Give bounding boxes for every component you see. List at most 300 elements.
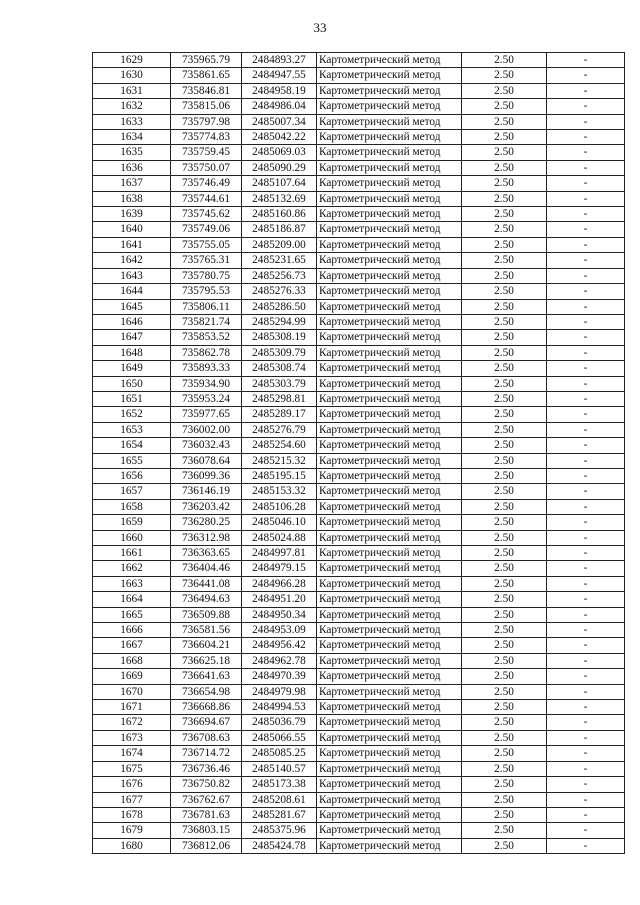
note-cell: -: [547, 576, 625, 591]
x-coordinate-cell: 735750.07: [171, 160, 242, 175]
y-coordinate-cell: 2484962.78: [242, 653, 317, 668]
point-number-cell: 1655: [93, 453, 171, 468]
accuracy-cell: 2.50: [462, 515, 547, 530]
method-cell: Картометрический метод: [317, 468, 462, 483]
point-number-cell: 1661: [93, 546, 171, 561]
x-coordinate-cell: 736781.63: [171, 807, 242, 822]
point-number-cell: 1666: [93, 623, 171, 638]
method-cell: Картометрический метод: [317, 207, 462, 222]
accuracy-cell: 2.50: [462, 499, 547, 514]
note-cell: -: [547, 515, 625, 530]
y-coordinate-cell: 2485007.34: [242, 114, 317, 129]
y-coordinate-cell: 2485069.03: [242, 145, 317, 160]
table-row: [93, 407, 625, 422]
x-coordinate-cell: 736099.36: [171, 468, 242, 483]
note-cell: -: [547, 130, 625, 145]
accuracy-cell: 2.50: [462, 468, 547, 483]
table-row: [93, 438, 625, 453]
x-coordinate-cell: 736494.63: [171, 592, 242, 607]
point-number-cell: 1652: [93, 407, 171, 422]
method-cell: Картометрический метод: [317, 653, 462, 668]
method-cell: Картометрический метод: [317, 68, 462, 83]
point-number-cell: 1679: [93, 823, 171, 838]
note-cell: -: [547, 330, 625, 345]
accuracy-cell: 2.50: [462, 160, 547, 175]
table-row: [93, 330, 625, 345]
accuracy-cell: 2.50: [462, 576, 547, 591]
x-coordinate-cell: 736581.56: [171, 623, 242, 638]
point-number-cell: 1640: [93, 222, 171, 237]
accuracy-cell: 2.50: [462, 407, 547, 422]
x-coordinate-cell: 735815.06: [171, 99, 242, 114]
method-cell: Картометрический метод: [317, 623, 462, 638]
accuracy-cell: 2.50: [462, 53, 547, 68]
y-coordinate-cell: 2485046.10: [242, 515, 317, 530]
note-cell: -: [547, 284, 625, 299]
y-coordinate-cell: 2485208.61: [242, 792, 317, 807]
point-number-cell: 1663: [93, 576, 171, 591]
accuracy-cell: 2.50: [462, 592, 547, 607]
x-coordinate-cell: 736641.63: [171, 669, 242, 684]
y-coordinate-cell: 2485140.57: [242, 761, 317, 776]
table-row: [93, 314, 625, 329]
accuracy-cell: 2.50: [462, 176, 547, 191]
note-cell: -: [547, 792, 625, 807]
x-coordinate-cell: 736363.65: [171, 546, 242, 561]
point-number-cell: 1660: [93, 530, 171, 545]
method-cell: Картометрический метод: [317, 530, 462, 545]
method-cell: Картометрический метод: [317, 438, 462, 453]
accuracy-cell: 2.50: [462, 253, 547, 268]
x-coordinate-cell: 735934.90: [171, 376, 242, 391]
table-row: [93, 700, 625, 715]
note-cell: -: [547, 730, 625, 745]
x-coordinate-cell: 736441.08: [171, 576, 242, 591]
y-coordinate-cell: 2485286.50: [242, 299, 317, 314]
accuracy-cell: 2.50: [462, 83, 547, 98]
y-coordinate-cell: 2485066.55: [242, 730, 317, 745]
accuracy-cell: 2.50: [462, 700, 547, 715]
table-row: [93, 53, 625, 68]
x-coordinate-cell: 736736.46: [171, 761, 242, 776]
y-coordinate-cell: 2485160.86: [242, 207, 317, 222]
x-coordinate-cell: 736146.19: [171, 484, 242, 499]
accuracy-cell: 2.50: [462, 453, 547, 468]
accuracy-cell: 2.50: [462, 145, 547, 160]
note-cell: -: [547, 438, 625, 453]
method-cell: Картометрический метод: [317, 268, 462, 283]
method-cell: Картометрический метод: [317, 592, 462, 607]
note-cell: -: [547, 823, 625, 838]
accuracy-cell: 2.50: [462, 715, 547, 730]
accuracy-cell: 2.50: [462, 638, 547, 653]
method-cell: Картометрический метод: [317, 761, 462, 776]
note-cell: -: [547, 145, 625, 160]
y-coordinate-cell: 2484950.34: [242, 607, 317, 622]
table-row: [93, 823, 625, 838]
x-coordinate-cell: 736002.00: [171, 422, 242, 437]
x-coordinate-cell: 735765.31: [171, 253, 242, 268]
method-cell: Картометрический метод: [317, 284, 462, 299]
y-coordinate-cell: 2485107.64: [242, 176, 317, 191]
accuracy-cell: 2.50: [462, 561, 547, 576]
y-coordinate-cell: 2484958.19: [242, 83, 317, 98]
method-cell: Картометрический метод: [317, 730, 462, 745]
accuracy-cell: 2.50: [462, 530, 547, 545]
accuracy-cell: 2.50: [462, 191, 547, 206]
table-row: [93, 576, 625, 591]
table-row: [93, 468, 625, 483]
x-coordinate-cell: 735745.62: [171, 207, 242, 222]
table-row: [93, 68, 625, 83]
x-coordinate-cell: 736032.43: [171, 438, 242, 453]
table-row: [93, 83, 625, 98]
point-number-cell: 1648: [93, 345, 171, 360]
table-row: [93, 607, 625, 622]
accuracy-cell: 2.50: [462, 438, 547, 453]
method-cell: Картометрический метод: [317, 222, 462, 237]
y-coordinate-cell: 2485215.32: [242, 453, 317, 468]
method-cell: Картометрический метод: [317, 114, 462, 129]
accuracy-cell: 2.50: [462, 345, 547, 360]
x-coordinate-cell: 735965.79: [171, 53, 242, 68]
accuracy-cell: 2.50: [462, 299, 547, 314]
table-row: [93, 730, 625, 745]
point-number-cell: 1672: [93, 715, 171, 730]
accuracy-cell: 2.50: [462, 284, 547, 299]
point-number-cell: 1654: [93, 438, 171, 453]
point-number-cell: 1674: [93, 746, 171, 761]
accuracy-cell: 2.50: [462, 838, 547, 853]
method-cell: Картометрический метод: [317, 669, 462, 684]
table-row: [93, 268, 625, 283]
point-number-cell: 1662: [93, 561, 171, 576]
note-cell: -: [547, 68, 625, 83]
note-cell: -: [547, 499, 625, 514]
note-cell: -: [547, 376, 625, 391]
table-row: [93, 777, 625, 792]
method-cell: Картометрический метод: [317, 407, 462, 422]
coordinates-table-body: [93, 53, 625, 854]
coordinates-table: [92, 52, 625, 854]
x-coordinate-cell: 735797.98: [171, 114, 242, 129]
point-number-cell: 1670: [93, 684, 171, 699]
x-coordinate-cell: 735821.74: [171, 314, 242, 329]
x-coordinate-cell: 735749.06: [171, 222, 242, 237]
y-coordinate-cell: 2485308.19: [242, 330, 317, 345]
table-row: [93, 792, 625, 807]
x-coordinate-cell: 735806.11: [171, 299, 242, 314]
point-number-cell: 1657: [93, 484, 171, 499]
accuracy-cell: 2.50: [462, 68, 547, 83]
point-number-cell: 1668: [93, 653, 171, 668]
page-number: 33: [313, 20, 327, 35]
note-cell: -: [547, 607, 625, 622]
y-coordinate-cell: 2485209.00: [242, 237, 317, 252]
point-number-cell: 1664: [93, 592, 171, 607]
point-number-cell: 1671: [93, 700, 171, 715]
note-cell: -: [547, 53, 625, 68]
y-coordinate-cell: 2484970.39: [242, 669, 317, 684]
method-cell: Картометрический метод: [317, 453, 462, 468]
table-row: [93, 422, 625, 437]
accuracy-cell: 2.50: [462, 114, 547, 129]
table-row: [93, 191, 625, 206]
x-coordinate-cell: 736803.15: [171, 823, 242, 838]
x-coordinate-cell: 736404.46: [171, 561, 242, 576]
method-cell: Картометрический метод: [317, 53, 462, 68]
point-number-cell: 1643: [93, 268, 171, 283]
y-coordinate-cell: 2484947.55: [242, 68, 317, 83]
y-coordinate-cell: 2484994.53: [242, 700, 317, 715]
table-row: [93, 623, 625, 638]
y-coordinate-cell: 2485153.32: [242, 484, 317, 499]
accuracy-cell: 2.50: [462, 623, 547, 638]
x-coordinate-cell: 735744.61: [171, 191, 242, 206]
method-cell: Картометрический метод: [317, 807, 462, 822]
note-cell: -: [547, 592, 625, 607]
y-coordinate-cell: 2484986.04: [242, 99, 317, 114]
x-coordinate-cell: 735853.52: [171, 330, 242, 345]
point-number-cell: 1653: [93, 422, 171, 437]
method-cell: Картометрический метод: [317, 130, 462, 145]
point-number-cell: 1667: [93, 638, 171, 653]
method-cell: Картометрический метод: [317, 314, 462, 329]
method-cell: Картометрический метод: [317, 515, 462, 530]
accuracy-cell: 2.50: [462, 730, 547, 745]
x-coordinate-cell: 736812.06: [171, 838, 242, 853]
x-coordinate-cell: 736604.21: [171, 638, 242, 653]
y-coordinate-cell: 2485281.67: [242, 807, 317, 822]
point-number-cell: 1649: [93, 361, 171, 376]
table-row: [93, 530, 625, 545]
x-coordinate-cell: 735977.65: [171, 407, 242, 422]
x-coordinate-cell: 735846.81: [171, 83, 242, 98]
table-row: [93, 515, 625, 530]
accuracy-cell: 2.50: [462, 330, 547, 345]
note-cell: -: [547, 838, 625, 853]
x-coordinate-cell: 735862.78: [171, 345, 242, 360]
method-cell: Картометрический метод: [317, 838, 462, 853]
point-number-cell: 1639: [93, 207, 171, 222]
note-cell: -: [547, 561, 625, 576]
method-cell: Картометрический метод: [317, 792, 462, 807]
accuracy-cell: 2.50: [462, 130, 547, 145]
x-coordinate-cell: 736509.88: [171, 607, 242, 622]
y-coordinate-cell: 2485090.29: [242, 160, 317, 175]
table-row: [93, 99, 625, 114]
method-cell: Картометрический метод: [317, 237, 462, 252]
table-row: [93, 391, 625, 406]
y-coordinate-cell: 2485303.79: [242, 376, 317, 391]
accuracy-cell: 2.50: [462, 207, 547, 222]
note-cell: -: [547, 407, 625, 422]
table-row: [93, 638, 625, 653]
method-cell: Картометрический метод: [317, 546, 462, 561]
note-cell: -: [547, 191, 625, 206]
table-row: [93, 684, 625, 699]
point-number-cell: 1632: [93, 99, 171, 114]
point-number-cell: 1675: [93, 761, 171, 776]
accuracy-cell: 2.50: [462, 823, 547, 838]
point-number-cell: 1673: [93, 730, 171, 745]
point-number-cell: 1646: [93, 314, 171, 329]
point-number-cell: 1669: [93, 669, 171, 684]
point-number-cell: 1641: [93, 237, 171, 252]
accuracy-cell: 2.50: [462, 792, 547, 807]
y-coordinate-cell: 2485186.87: [242, 222, 317, 237]
point-number-cell: 1635: [93, 145, 171, 160]
point-number-cell: 1638: [93, 191, 171, 206]
point-number-cell: 1645: [93, 299, 171, 314]
y-coordinate-cell: 2485195.15: [242, 468, 317, 483]
method-cell: Картометрический метод: [317, 330, 462, 345]
x-coordinate-cell: 735759.45: [171, 145, 242, 160]
y-coordinate-cell: 2485424.78: [242, 838, 317, 853]
x-coordinate-cell: 736078.64: [171, 453, 242, 468]
point-number-cell: 1629: [93, 53, 171, 68]
table-row: [93, 207, 625, 222]
table-row: [93, 453, 625, 468]
y-coordinate-cell: 2485106.28: [242, 499, 317, 514]
method-cell: Картометрический метод: [317, 638, 462, 653]
note-cell: -: [547, 807, 625, 822]
y-coordinate-cell: 2485042.22: [242, 130, 317, 145]
point-number-cell: 1642: [93, 253, 171, 268]
x-coordinate-cell: 736708.63: [171, 730, 242, 745]
point-number-cell: 1636: [93, 160, 171, 175]
y-coordinate-cell: 2485276.79: [242, 422, 317, 437]
method-cell: Картометрический метод: [317, 299, 462, 314]
y-coordinate-cell: 2485085.25: [242, 746, 317, 761]
accuracy-cell: 2.50: [462, 777, 547, 792]
x-coordinate-cell: 736203.42: [171, 499, 242, 514]
accuracy-cell: 2.50: [462, 669, 547, 684]
note-cell: -: [547, 638, 625, 653]
method-cell: Картометрический метод: [317, 99, 462, 114]
method-cell: Картометрический метод: [317, 361, 462, 376]
y-coordinate-cell: 2485276.33: [242, 284, 317, 299]
table-row: [93, 361, 625, 376]
method-cell: Картометрический метод: [317, 176, 462, 191]
note-cell: -: [547, 700, 625, 715]
method-cell: Картометрический метод: [317, 607, 462, 622]
note-cell: -: [547, 669, 625, 684]
method-cell: Картометрический метод: [317, 83, 462, 98]
x-coordinate-cell: 735795.53: [171, 284, 242, 299]
table-row: [93, 299, 625, 314]
note-cell: -: [547, 160, 625, 175]
table-row: [93, 130, 625, 145]
table-row: [93, 176, 625, 191]
x-coordinate-cell: 736714.72: [171, 746, 242, 761]
method-cell: Картометрический метод: [317, 499, 462, 514]
table-row: [93, 838, 625, 853]
point-number-cell: 1650: [93, 376, 171, 391]
point-number-cell: 1637: [93, 176, 171, 191]
method-cell: Картометрический метод: [317, 715, 462, 730]
note-cell: -: [547, 222, 625, 237]
y-coordinate-cell: 2484979.15: [242, 561, 317, 576]
y-coordinate-cell: 2484956.42: [242, 638, 317, 653]
note-cell: -: [547, 653, 625, 668]
x-coordinate-cell: 736762.67: [171, 792, 242, 807]
accuracy-cell: 2.50: [462, 684, 547, 699]
method-cell: Картометрический метод: [317, 777, 462, 792]
x-coordinate-cell: 736694.67: [171, 715, 242, 730]
x-coordinate-cell: 736312.98: [171, 530, 242, 545]
y-coordinate-cell: 2485309.79: [242, 345, 317, 360]
point-number-cell: 1665: [93, 607, 171, 622]
table-row: [93, 345, 625, 360]
table-row: [93, 669, 625, 684]
note-cell: -: [547, 207, 625, 222]
table-row: [93, 145, 625, 160]
method-cell: Картометрический метод: [317, 376, 462, 391]
note-cell: -: [547, 314, 625, 329]
method-cell: Картометрический метод: [317, 823, 462, 838]
y-coordinate-cell: 2485294.99: [242, 314, 317, 329]
accuracy-cell: 2.50: [462, 484, 547, 499]
note-cell: -: [547, 391, 625, 406]
method-cell: Картометрический метод: [317, 160, 462, 175]
accuracy-cell: 2.50: [462, 376, 547, 391]
note-cell: -: [547, 99, 625, 114]
accuracy-cell: 2.50: [462, 99, 547, 114]
note-cell: -: [547, 422, 625, 437]
note-cell: -: [547, 176, 625, 191]
accuracy-cell: 2.50: [462, 237, 547, 252]
point-number-cell: 1678: [93, 807, 171, 822]
point-number-cell: 1658: [93, 499, 171, 514]
method-cell: Картометрический метод: [317, 684, 462, 699]
table-row: [93, 253, 625, 268]
y-coordinate-cell: 2485298.81: [242, 391, 317, 406]
x-coordinate-cell: 736750.82: [171, 777, 242, 792]
table-row: [93, 484, 625, 499]
note-cell: -: [547, 345, 625, 360]
accuracy-cell: 2.50: [462, 422, 547, 437]
point-number-cell: 1644: [93, 284, 171, 299]
accuracy-cell: 2.50: [462, 222, 547, 237]
note-cell: -: [547, 299, 625, 314]
x-coordinate-cell: 736654.98: [171, 684, 242, 699]
x-coordinate-cell: 735755.05: [171, 237, 242, 252]
method-cell: Картометрический метод: [317, 484, 462, 499]
x-coordinate-cell: 735746.49: [171, 176, 242, 191]
note-cell: -: [547, 546, 625, 561]
accuracy-cell: 2.50: [462, 391, 547, 406]
method-cell: Картометрический метод: [317, 253, 462, 268]
note-cell: -: [547, 361, 625, 376]
point-number-cell: 1631: [93, 83, 171, 98]
note-cell: -: [547, 777, 625, 792]
note-cell: -: [547, 253, 625, 268]
point-number-cell: 1651: [93, 391, 171, 406]
accuracy-cell: 2.50: [462, 761, 547, 776]
note-cell: -: [547, 83, 625, 98]
method-cell: Картометрический метод: [317, 145, 462, 160]
method-cell: Картометрический метод: [317, 422, 462, 437]
y-coordinate-cell: 2485024.88: [242, 530, 317, 545]
y-coordinate-cell: 2485289.17: [242, 407, 317, 422]
x-coordinate-cell: 735780.75: [171, 268, 242, 283]
y-coordinate-cell: 2484953.09: [242, 623, 317, 638]
accuracy-cell: 2.50: [462, 607, 547, 622]
table-row: [93, 284, 625, 299]
note-cell: -: [547, 237, 625, 252]
note-cell: -: [547, 268, 625, 283]
